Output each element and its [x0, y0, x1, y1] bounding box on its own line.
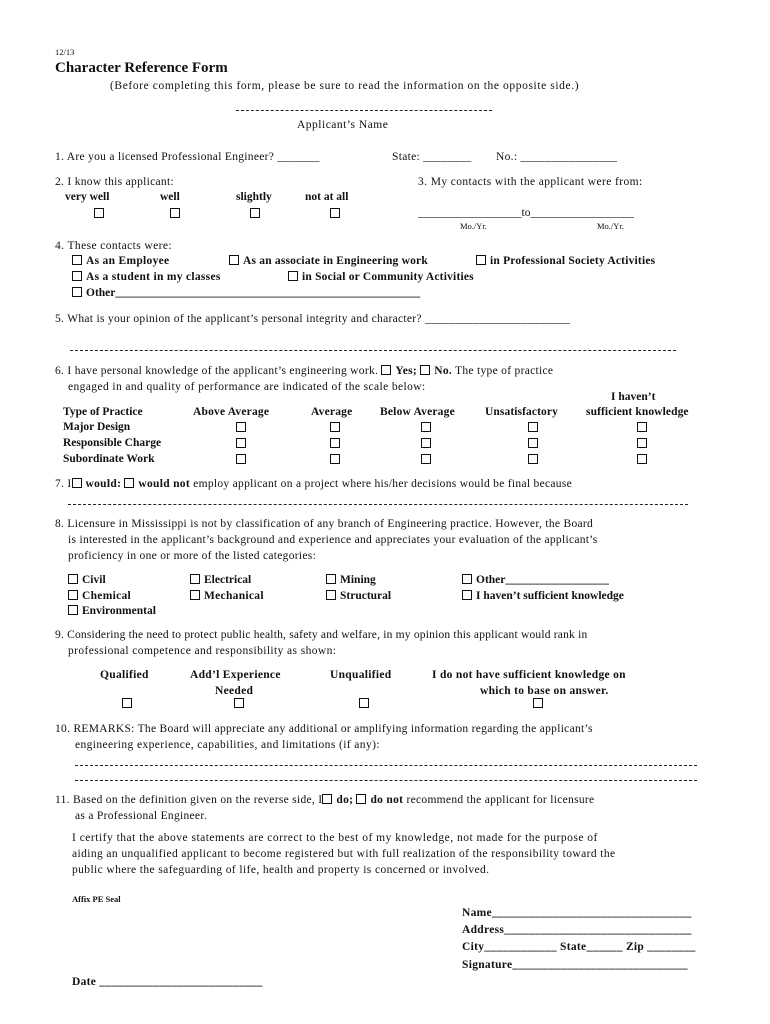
checkbox-do[interactable] [322, 794, 332, 804]
checkbox-icon[interactable] [190, 590, 200, 600]
q4-associate[interactable] [229, 254, 428, 268]
checkbox-resp-above[interactable] [236, 438, 246, 448]
q6-line2: engaged in and quality of performance are indicated of the scale below: [68, 381, 426, 393]
q5-text: 5. What is your opinion of the applicant’s personal integrity and character? ________________________ [55, 313, 571, 325]
q3-from-label: Mo./Yr. [460, 221, 487, 231]
name-field[interactable]: Name_________________________________ [462, 907, 692, 919]
q7-would-label: would: [85, 478, 122, 490]
q6-col-above: Above Average [193, 406, 270, 418]
q8-electrical-label: Electrical [204, 574, 252, 586]
q2-option-very-well: very well [65, 191, 110, 203]
q8-structural-label: Structural [340, 590, 392, 602]
remarks-line-1[interactable] [75, 765, 697, 766]
checkbox-well[interactable] [170, 208, 180, 218]
q4-employee-label: As an Employee [86, 255, 170, 267]
affix-seal-label: Affix PE Seal [72, 894, 121, 904]
q6-row-subordinate-work: Subordinate Work [63, 453, 155, 465]
checkbox-sub-below[interactable] [421, 454, 431, 464]
q6-text: 6. I have personal knowledge of the applicant’s engineering work. [55, 365, 379, 377]
q1-state: State: ________ [392, 151, 472, 163]
checkbox-sub-average[interactable] [330, 454, 340, 464]
q8-line1: 8. Licensure in Mississippi is not by classification of any branch of Engineering practice. However, the Board [55, 518, 594, 530]
q9-addl-1: Add’l Experience [190, 669, 281, 681]
q6-no-label: No. [434, 365, 453, 377]
checkbox-sub-above[interactable] [236, 454, 246, 464]
checkbox-icon[interactable] [68, 590, 78, 600]
checkbox-major-unsat[interactable] [528, 422, 538, 432]
checkbox-yes[interactable] [381, 365, 391, 375]
date-field[interactable]: Date ___________________________ [72, 976, 263, 988]
q5-answer-line[interactable] [70, 350, 676, 351]
city-state-zip-field[interactable]: City____________ State______ Zip ________ [462, 941, 696, 953]
q9-line1: 9. Considering the need to protect public health, safety and welfare, in my opinion this applicant would rank in [55, 629, 588, 641]
q8-chemical-label: Chemical [82, 590, 132, 602]
q7-tail: employ applicant on a project where his/her decisions would be final because [193, 478, 573, 490]
q8-mining-label: Mining [340, 574, 376, 586]
checkbox-no[interactable] [420, 365, 430, 375]
q3-text: 3. My contacts with the applicant were from: [418, 176, 643, 188]
q1-license-no: No.: ________________ [496, 151, 618, 163]
q8-civil[interactable] [68, 573, 106, 587]
certify-line1: I certify that the above statements are correct to the best of my knowledge, not made for the purpose of [72, 832, 598, 844]
q9-line2: professional competence and responsibility as shown: [68, 645, 337, 657]
q3-to-label: Mo./Yr. [597, 221, 624, 231]
q9-unqualified: Unqualified [330, 669, 392, 681]
q11-do-label: do; [336, 794, 354, 806]
checkbox-icon[interactable] [72, 287, 82, 297]
q8-havent[interactable] [462, 589, 624, 603]
checkbox-addl-experience[interactable] [234, 698, 244, 708]
checkbox-would[interactable] [72, 478, 82, 488]
checkbox-icon[interactable] [68, 605, 78, 615]
applicant-name-label: Applicant’s Name [297, 119, 389, 131]
checkbox-icon[interactable] [288, 271, 298, 281]
q7-line [55, 477, 572, 491]
q11-line2: as a Professional Engineer. [75, 810, 208, 822]
q8-line3: proficiency in one or more of the listed categories: [68, 550, 317, 562]
remarks-line-2[interactable] [75, 780, 697, 781]
q1-text: 1. Are you a licensed Professional Engineer? _______ [55, 151, 320, 163]
q11-tail: recommend the applicant for licensure [406, 794, 595, 806]
checkbox-major-above[interactable] [236, 422, 246, 432]
checkbox-icon[interactable] [72, 271, 82, 281]
checkbox-major-havent[interactable] [637, 422, 647, 432]
checkbox-icon[interactable] [462, 574, 472, 584]
q8-other-label: Other__________________ [476, 574, 609, 586]
q8-environmental-label: Environmental [82, 605, 156, 617]
q6-col-average: Average [311, 406, 353, 418]
q8-havent-label: I haven’t sufficient knowledge [476, 590, 624, 602]
q11-lead: 11. Based on the definition given on the reverse side, I [55, 794, 323, 806]
q8-environmental[interactable] [68, 604, 156, 618]
checkbox-icon[interactable] [72, 255, 82, 265]
q9-addl-2: Needed [215, 685, 254, 697]
q4-student-label: As a student in my classes [86, 271, 221, 283]
q4-text: 4. These contacts were: [55, 240, 172, 252]
q9-no-knowledge-1: I do not have sufficient knowledge on [432, 669, 626, 681]
checkbox-icon[interactable] [229, 255, 239, 265]
q7-would-not-label: would not [138, 478, 190, 490]
checkbox-icon[interactable] [326, 574, 336, 584]
q8-chemical[interactable] [68, 589, 131, 603]
q11-do-not-label: do not [370, 794, 404, 806]
q4-student[interactable] [72, 270, 221, 284]
checkbox-resp-below[interactable] [421, 438, 431, 448]
form-subtitle: (Before completing this form, please be sure to read the information on the opposite side.) [110, 80, 580, 92]
date-code: 12/13 [55, 47, 75, 57]
q9-no-knowledge-2: which to base on answer. [480, 685, 609, 697]
q4-social-label: in Social or Community Activities [302, 271, 474, 283]
q6-row-responsible-charge: Responsible Charge [63, 437, 162, 449]
q8-other[interactable] [462, 573, 609, 587]
certify-line2: aiding an unqualified applicant to become registered but with full realization of the responsibility toward the [72, 848, 616, 860]
q2-text: 2. I know this applicant: [55, 176, 174, 188]
q6-col-havent-2: sufficient knowledge [586, 406, 689, 418]
q2-option-slightly: slightly [236, 191, 272, 203]
form-title: Character Reference Form [55, 60, 228, 76]
checkbox-icon[interactable] [326, 590, 336, 600]
q6-row-major-design: Major Design [63, 421, 131, 433]
checkbox-major-average[interactable] [330, 422, 340, 432]
q8-structural[interactable] [326, 589, 391, 603]
q8-civil-label: Civil [82, 574, 106, 586]
q4-society[interactable] [476, 254, 655, 268]
q6-line1 [55, 364, 553, 378]
q7-answer-line[interactable] [68, 504, 688, 505]
checkbox-sub-unsat[interactable] [528, 454, 538, 464]
checkbox-very-well[interactable] [94, 208, 104, 218]
checkbox-sub-havent[interactable] [637, 454, 647, 464]
q6-col-unsat: Unsatisfactory [485, 406, 558, 418]
signature-field[interactable]: Signature_____________________________ [462, 959, 688, 971]
checkbox-would-not[interactable] [124, 478, 134, 488]
checkbox-resp-havent[interactable] [637, 438, 647, 448]
q2-option-not-at-all: not at all [305, 191, 349, 203]
q8-electrical[interactable] [190, 573, 251, 587]
q9-qualified: Qualified [100, 669, 149, 681]
q8-mechanical-label: Mechanical [204, 590, 264, 602]
q6-col-havent-1: I haven’t [611, 391, 656, 403]
q8-line2: is interested in the applicant’s background and experience and appreciates your evaluation of the applicant’s [68, 534, 598, 546]
q4-social[interactable] [288, 270, 474, 284]
q11-line1 [55, 793, 594, 807]
checkbox-slightly[interactable] [250, 208, 260, 218]
q8-mechanical[interactable] [190, 589, 264, 603]
q2-option-well: well [160, 191, 180, 203]
q6-text-tail: The type of practice [455, 365, 554, 377]
checkbox-icon[interactable] [476, 255, 486, 265]
checkbox-resp-average[interactable] [330, 438, 340, 448]
certify-line3: public where the safeguarding of life, health and property is concerned or involved. [72, 864, 490, 876]
q4-employee[interactable] [72, 254, 169, 268]
q3-date-range[interactable]: __________________to__________________ [418, 207, 634, 219]
applicant-name-line[interactable] [236, 110, 492, 111]
address-field[interactable]: Address_______________________________ [462, 924, 692, 936]
checkbox-icon[interactable] [462, 590, 472, 600]
checkbox-resp-unsat[interactable] [528, 438, 538, 448]
checkbox-icon[interactable] [68, 574, 78, 584]
checkbox-no-knowledge[interactable] [533, 698, 543, 708]
checkbox-unqualified[interactable] [359, 698, 369, 708]
checkbox-not-at-all[interactable] [330, 208, 340, 218]
q6-yes-label: Yes; [395, 365, 418, 377]
q8-mining[interactable] [326, 573, 376, 587]
q10-line2: engineering experience, capabilities, and limitations (if any): [75, 739, 380, 751]
q4-other-label: Other_____________________________________________________ [86, 287, 421, 299]
checkbox-qualified[interactable] [122, 698, 132, 708]
q4-associate-label: As an associate in Engineering work [243, 255, 428, 267]
checkbox-major-below[interactable] [421, 422, 431, 432]
checkbox-icon[interactable] [190, 574, 200, 584]
q4-other[interactable] [72, 286, 420, 300]
q10-line1: 10. REMARKS: The Board will appreciate any additional or amplifying information regarding the applicant’s [55, 723, 593, 735]
q4-society-label: in Professional Society Activities [490, 255, 656, 267]
q6-col-type: Type of Practice [63, 406, 143, 418]
q6-col-below: Below Average [380, 406, 455, 418]
q7-lead: 7. I [55, 478, 72, 490]
checkbox-do-not[interactable] [356, 794, 366, 804]
